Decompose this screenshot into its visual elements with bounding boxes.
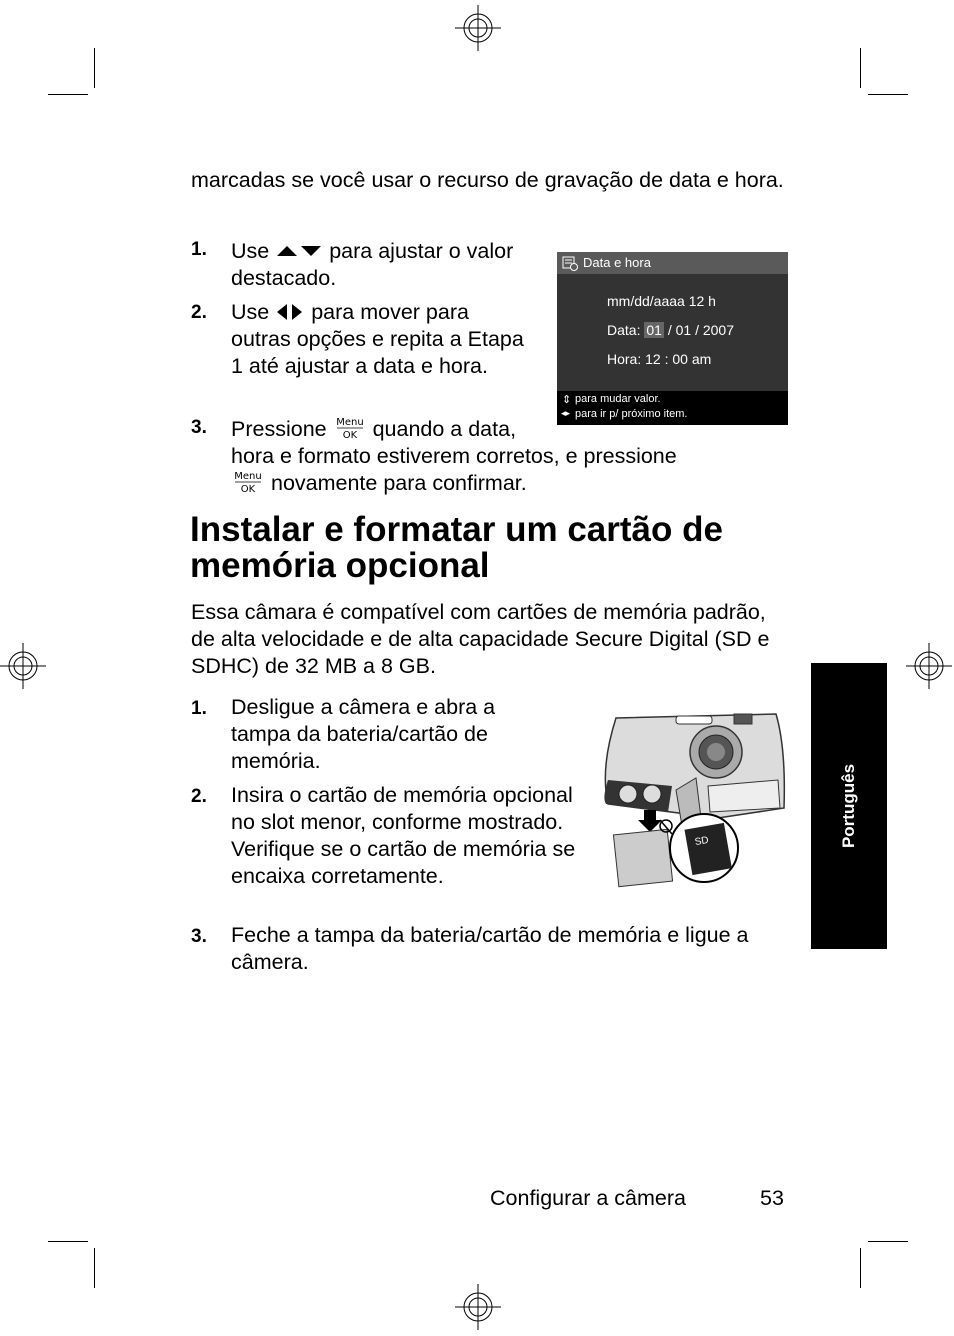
section-paragraph: Essa câmara é compatível com cartões de memória padrão, de alta velocidade e de alta capacidade Secure Digital (SD e SDHC) de 32 MB a 8 GB.	[191, 600, 770, 678]
step-number: 3.	[191, 417, 207, 438]
registration-mark-icon	[0, 643, 46, 689]
step-3-text: Feche a tampa da bateria/cartão de memória e ligue a câmera.	[231, 923, 749, 974]
svg-text:SD: SD	[693, 834, 710, 849]
lcd-hint-1: para mudar valor.	[575, 393, 661, 405]
up-down-hint-icon: ⇕	[562, 394, 572, 406]
step-number: 2.	[191, 786, 207, 807]
svg-text:Menu: Menu	[335, 417, 364, 428]
footer-section-title: Configurar a câmera	[490, 1186, 686, 1210]
registration-mark-icon	[906, 643, 952, 689]
lcd-footer	[557, 391, 788, 425]
lcd-hint-2: para ir p/ próximo item.	[575, 408, 688, 420]
camera-lcd-screen	[557, 252, 788, 425]
svg-text:OK: OK	[342, 430, 357, 440]
intro-paragraph: marcadas se você usar o recurso de gravação de data e hora.	[191, 168, 784, 192]
svg-text:OK: OK	[240, 484, 256, 494]
left-right-arrows-icon	[275, 303, 305, 321]
step-3-text: Pressione Menu OK quando a data, hora e formato estiverem corretos, e pressione Menu OK novamente para confirmar.	[231, 417, 677, 495]
lcd-header	[557, 252, 788, 274]
lcd-title: Data e hora	[583, 255, 651, 270]
left-right-hint-icon: ◂▸	[561, 408, 571, 418]
step-number: 2.	[191, 302, 207, 323]
menu-ok-button-icon	[333, 416, 367, 440]
lcd-time-line: Hora: 12 : 00 am	[607, 351, 712, 367]
lcd-format-line: mm/dd/aaaa 12 h	[607, 293, 716, 309]
menu-ok-button-icon	[231, 470, 265, 494]
up-down-arrows-icon	[275, 244, 323, 258]
section-heading: Instalar e formatar um cartão de memória opcional	[190, 510, 723, 585]
registration-mark-icon	[455, 1284, 501, 1330]
lcd-date-line: Data: 01 / 01 / 2007	[607, 322, 734, 338]
svg-text:Menu: Menu	[234, 471, 262, 482]
step-1-text: Desligue a câmera e abra a tampa da bateria/cartão de memória.	[231, 695, 496, 773]
camera-memory-card-illustration	[598, 708, 790, 888]
language-side-tab	[811, 663, 887, 949]
step-2-text: Use para mover para outras opções e repita a Etapa 1 até ajustar a data e hora.	[231, 300, 524, 378]
step-2-text: Insira o cartão de memória opcional no slot menor, conforme mostrado. Verifique se o cartão de memória se encaixa corretamente.	[231, 783, 576, 888]
step-1-text: Use para ajustar o valor destacado.	[231, 239, 514, 290]
step-number: 1.	[191, 698, 207, 719]
calendar-clock-icon	[562, 255, 578, 271]
step-number: 1.	[191, 239, 207, 260]
lcd-selected-field: 01	[646, 322, 662, 338]
page-number: 53	[760, 1186, 784, 1210]
registration-mark-icon	[455, 5, 501, 51]
side-tab-label: Português	[839, 763, 858, 849]
step-number: 3.	[191, 926, 207, 947]
